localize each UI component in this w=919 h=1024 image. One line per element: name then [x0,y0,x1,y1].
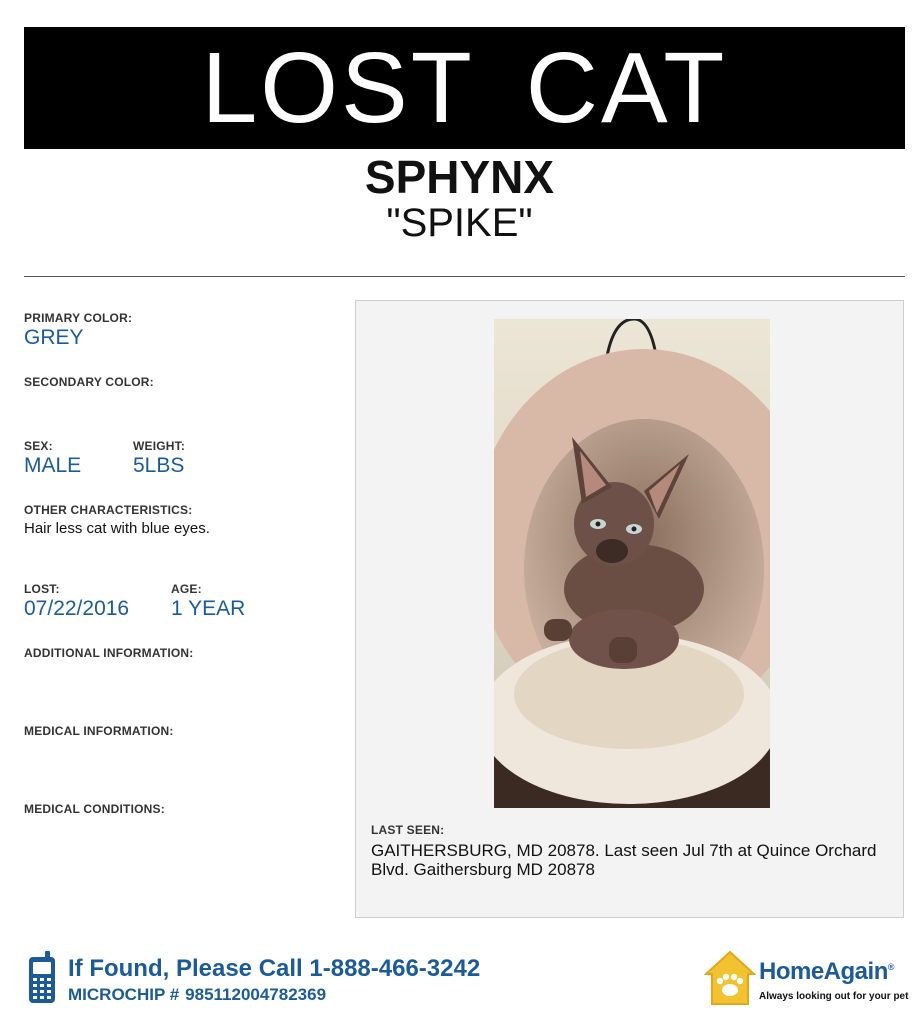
weight-field [133,439,185,478]
primary-color-value: GREY [24,326,84,349]
pet-breed: SPHYNX [364,151,555,203]
last-seen-section [371,823,891,879]
lost-date-label: LOST: [24,582,60,596]
age-value: 1 YEAR [171,597,246,620]
lost-cat-banner [24,27,905,149]
lost-date-value: 07/22/2016 [24,597,130,620]
cat-photo [494,319,770,808]
weight-label: WEIGHT: [133,439,186,453]
additional-info-label: ADDITIONAL INFORMATION: [24,646,194,660]
other-characteristics-label: OTHER CHARACTERISTICS: [24,503,193,517]
pet-name: "SPIKE" [386,201,533,245]
last-seen-text: GAITHERSBURG, MD 20878. Last seen Jul 7th at Quince Orchard Blvd. Gaithersburg MD 20878 [371,841,877,880]
microchip-number: 985112004782369 [185,985,327,1004]
secondary-color-label: SECONDARY COLOR: [24,375,154,389]
brand-name: HomeAgain® [759,958,894,985]
secondary-color-field [24,375,154,390]
primary-color-field [24,311,132,350]
microchip-label: MICROCHIP # [68,985,180,1004]
photo-panel [355,300,904,918]
last-seen-label: LAST SEEN: [371,823,445,837]
weight-value: 5LBS [133,454,185,477]
header-divider [24,276,905,277]
cat-photo-illustration [494,319,770,808]
sex-field [24,439,81,478]
primary-color-label: PRIMARY COLOR: [24,311,133,325]
additional-info-field [24,646,193,663]
microchip-line [68,985,326,1005]
phone-icon [27,951,57,1010]
if-found-call-text: If Found, Please Call 1-888-466-3242 [68,955,481,982]
sex-label: SEX: [24,439,53,453]
homeagain-logo [704,948,909,1010]
brand-tagline: Always looking out for your pet [759,991,909,1002]
medical-info-field [24,724,174,741]
age-label: AGE: [171,582,202,596]
sex-value: MALE [24,454,82,477]
other-characteristics-field [24,503,210,537]
other-characteristics-value: Hair less cat with blue eyes. [24,520,210,537]
lost-date-field [24,582,129,621]
medical-conditions-label: MEDICAL CONDITIONS: [24,802,165,816]
medical-info-label: MEDICAL INFORMATION: [24,724,174,738]
age-field [171,582,245,621]
banner-title: LOST CAT [201,32,728,144]
house-paw-logo-icon [704,950,756,1011]
medical-conditions-field [24,802,165,819]
